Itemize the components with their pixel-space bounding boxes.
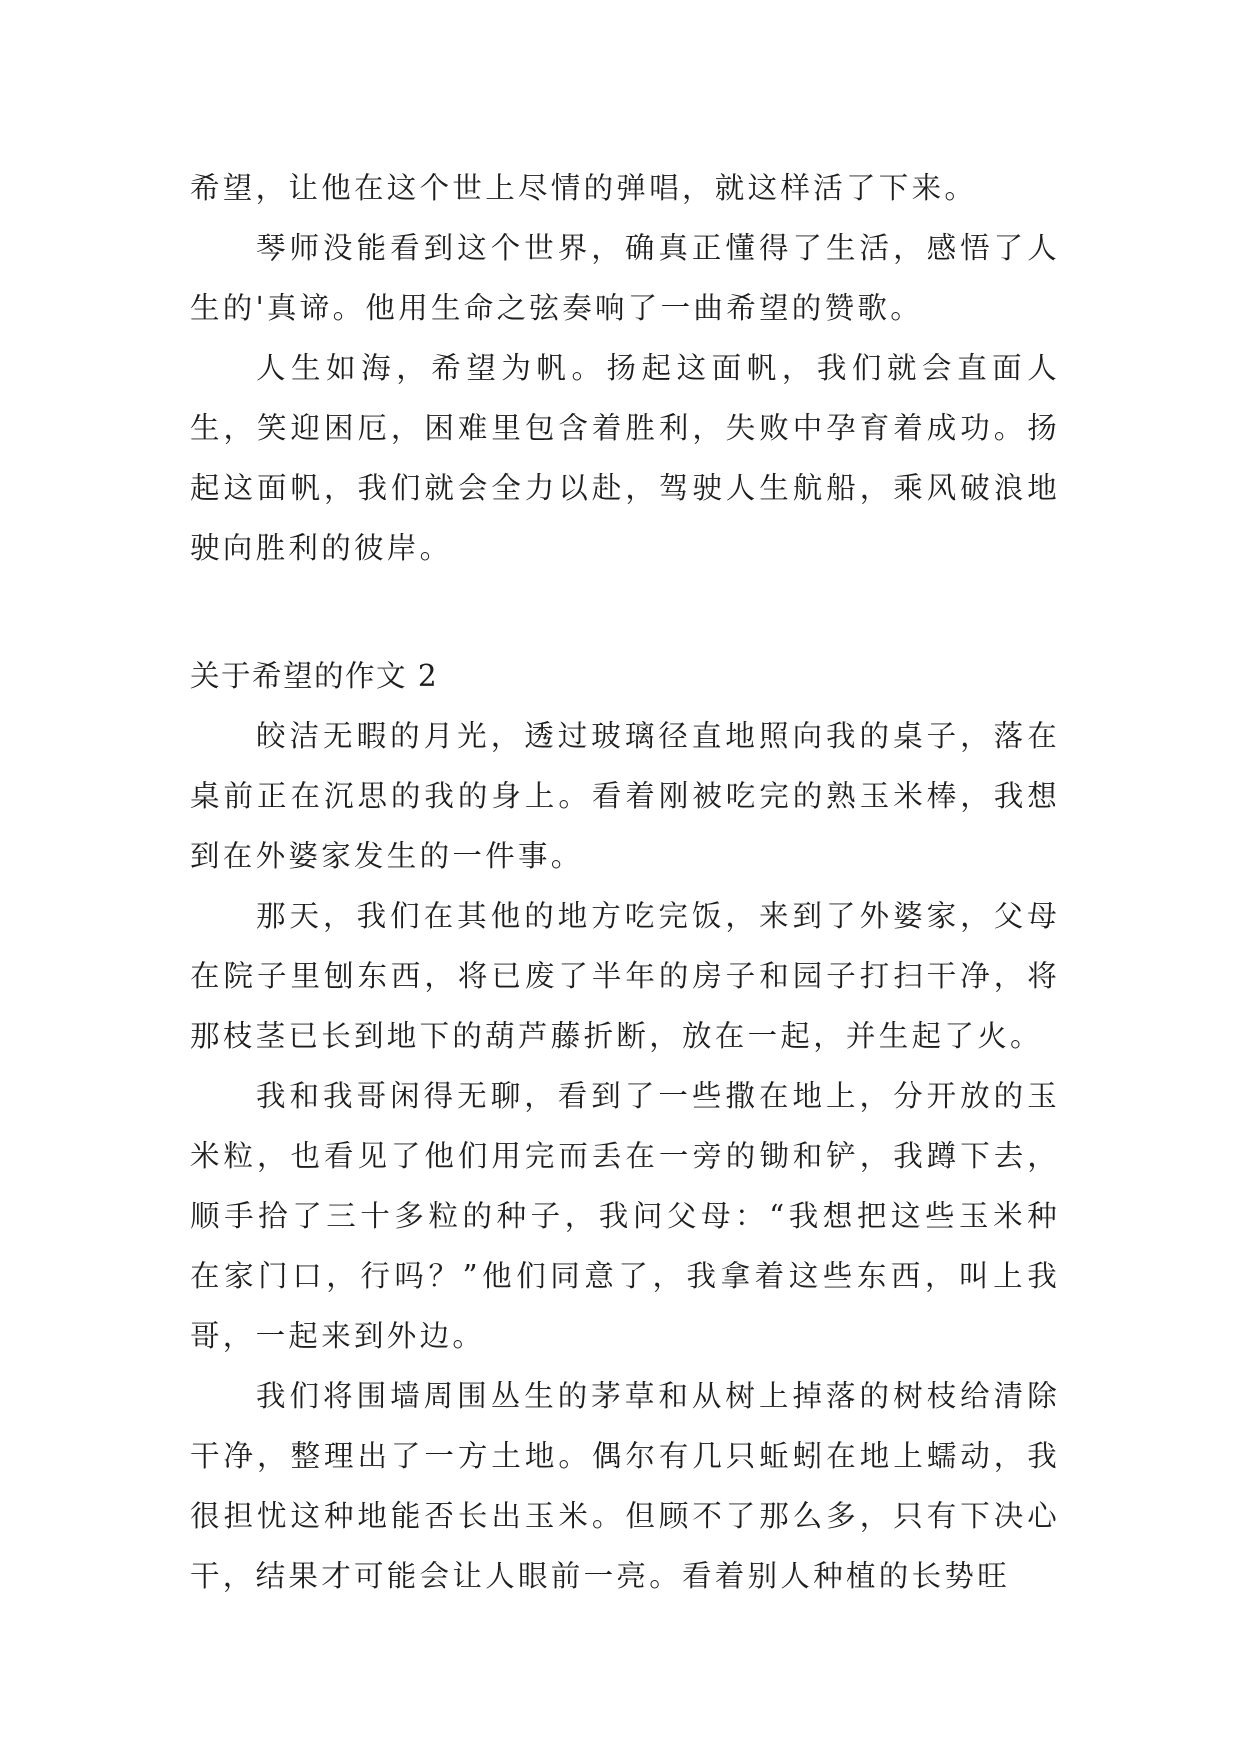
section-heading: 关于希望的作文 2 (190, 659, 439, 693)
paragraph-that-day: 那天，我们在其他的地方吃完饭，来到了外婆家，父母在院子里刨东西，将已废了半年的房子和园子打扫干净，将那枝茎已长到地下的葫芦藤折断，放在一起，并生起了火。 (190, 899, 1060, 1053)
paragraph-continuation: 希望，让他在这个世上尽情的弹唱，就这样活了下来。 (190, 171, 978, 205)
document-body (190, 158, 1060, 1606)
paragraph-corn-seeds: 我和我哥闲得无聊，看到了一些撒在地上，分开放的玉米粒，也看见了他们用完而丢在一旁的锄和铲，我蹲下去，顺手拾了三十多粒的种子，我问父母：“我想把这些玉米种在家门口，行吗？”他们同意了，我拿着这些东西，叫上我哥，一起来到外边。 (190, 1079, 1060, 1353)
paragraph-clearing-land: 我们将围墙周围丛生的茅草和从树上掉落的树枝给清除干净，整理出了一方土地。偶尔有几只蚯蚓在地上蠕动，我很担忧这种地能否长出玉米。但顾不了那么多，只有下决心干，结果才可能会让人眼前一亮。看着别人种植的长势旺 (190, 1379, 1060, 1593)
paragraph-moonlight: 皎洁无暇的月光，透过玻璃径直地照向我的桌子，落在桌前正在沉思的我的身上。看着刚被吃完的熟玉米棒，我想到在外婆家发生的一件事。 (190, 719, 1060, 873)
section-spacer (190, 578, 1060, 646)
paragraph-life-sea: 人生如海，希望为帆。扬起这面帆，我们就会直面人生，笑迎困厄，困难里包含着胜利，失败中孕育着成功。扬起这面帆，我们就会全力以赴，驾驶人生航船，乘风破浪地驶向胜利的彼岸。 (190, 351, 1060, 565)
paragraph-qinshi: 琴师没能看到这个世界，确真正懂得了生活，感悟了人生的'真谛。他用生命之弦奏响了一曲希望的赞歌。 (190, 231, 1060, 325)
